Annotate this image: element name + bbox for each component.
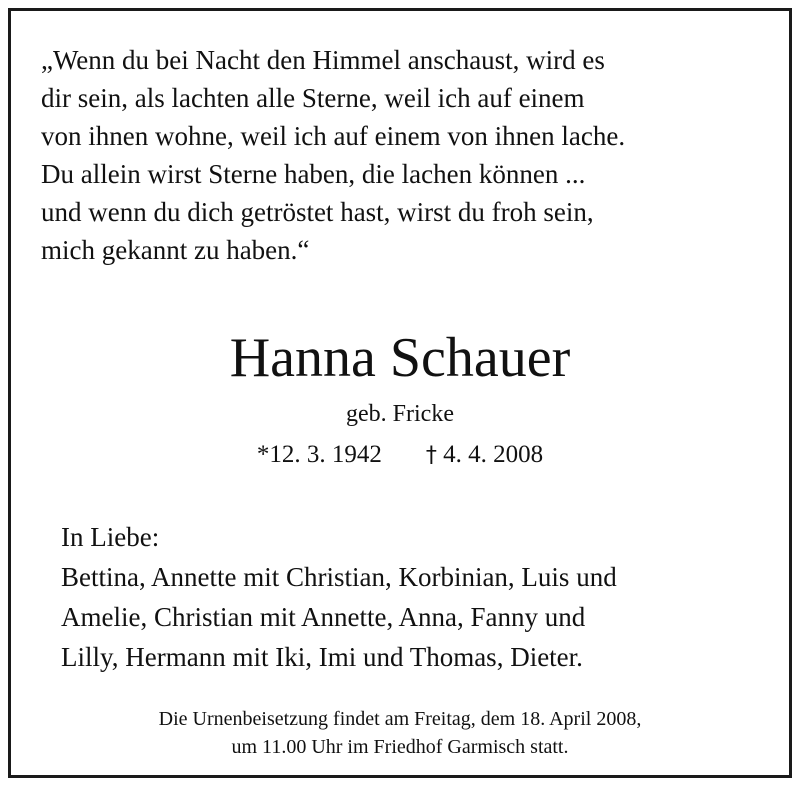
quote-line: mich gekannt zu haben.“ — [41, 235, 310, 265]
family-section — [61, 517, 781, 677]
cross-icon: † — [425, 443, 437, 468]
death-date: 4. 4. 2008 — [443, 441, 544, 468]
family-line: Lilly, Hermann mit Iki, Imi und Thomas, Dieter. — [61, 642, 583, 672]
quote-line: dir sein, als lachten alle Sterne, weil ich auf einem — [41, 83, 585, 113]
maiden-name: geb. Fricke — [346, 401, 454, 427]
deceased-name: Hanna Schauer — [229, 327, 571, 389]
birth-date: *12. 3. 1942 — [256, 441, 382, 468]
obituary-notice — [8, 8, 792, 778]
quote-line: von ihnen wohne, weil ich auf einem von ihnen lache. — [41, 121, 626, 151]
burial-line: Die Urnenbeisetzung findet am Freitag, dem 18. April 2008, — [158, 708, 642, 730]
family-line: Amelie, Christian mit Annette, Anna, Fanny und — [61, 602, 586, 632]
burial-line: um 11.00 Uhr im Friedhof Garmisch statt. — [231, 736, 569, 758]
quote-line: „Wenn du bei Nacht den Himmel anschaust, wird es — [41, 45, 605, 75]
quote-line: und wenn du dich getröstet hast, wirst du froh sein, — [41, 197, 594, 227]
family-line: Bettina, Annette mit Christian, Korbinian, Luis und — [61, 562, 617, 592]
burial-announcement — [11, 705, 789, 761]
family-heading: In Liebe: — [61, 522, 160, 552]
memorial-quote — [41, 41, 781, 269]
life-dates — [11, 439, 789, 472]
quote-line: Du allein wirst Sterne haben, die lachen können ... — [41, 159, 586, 189]
